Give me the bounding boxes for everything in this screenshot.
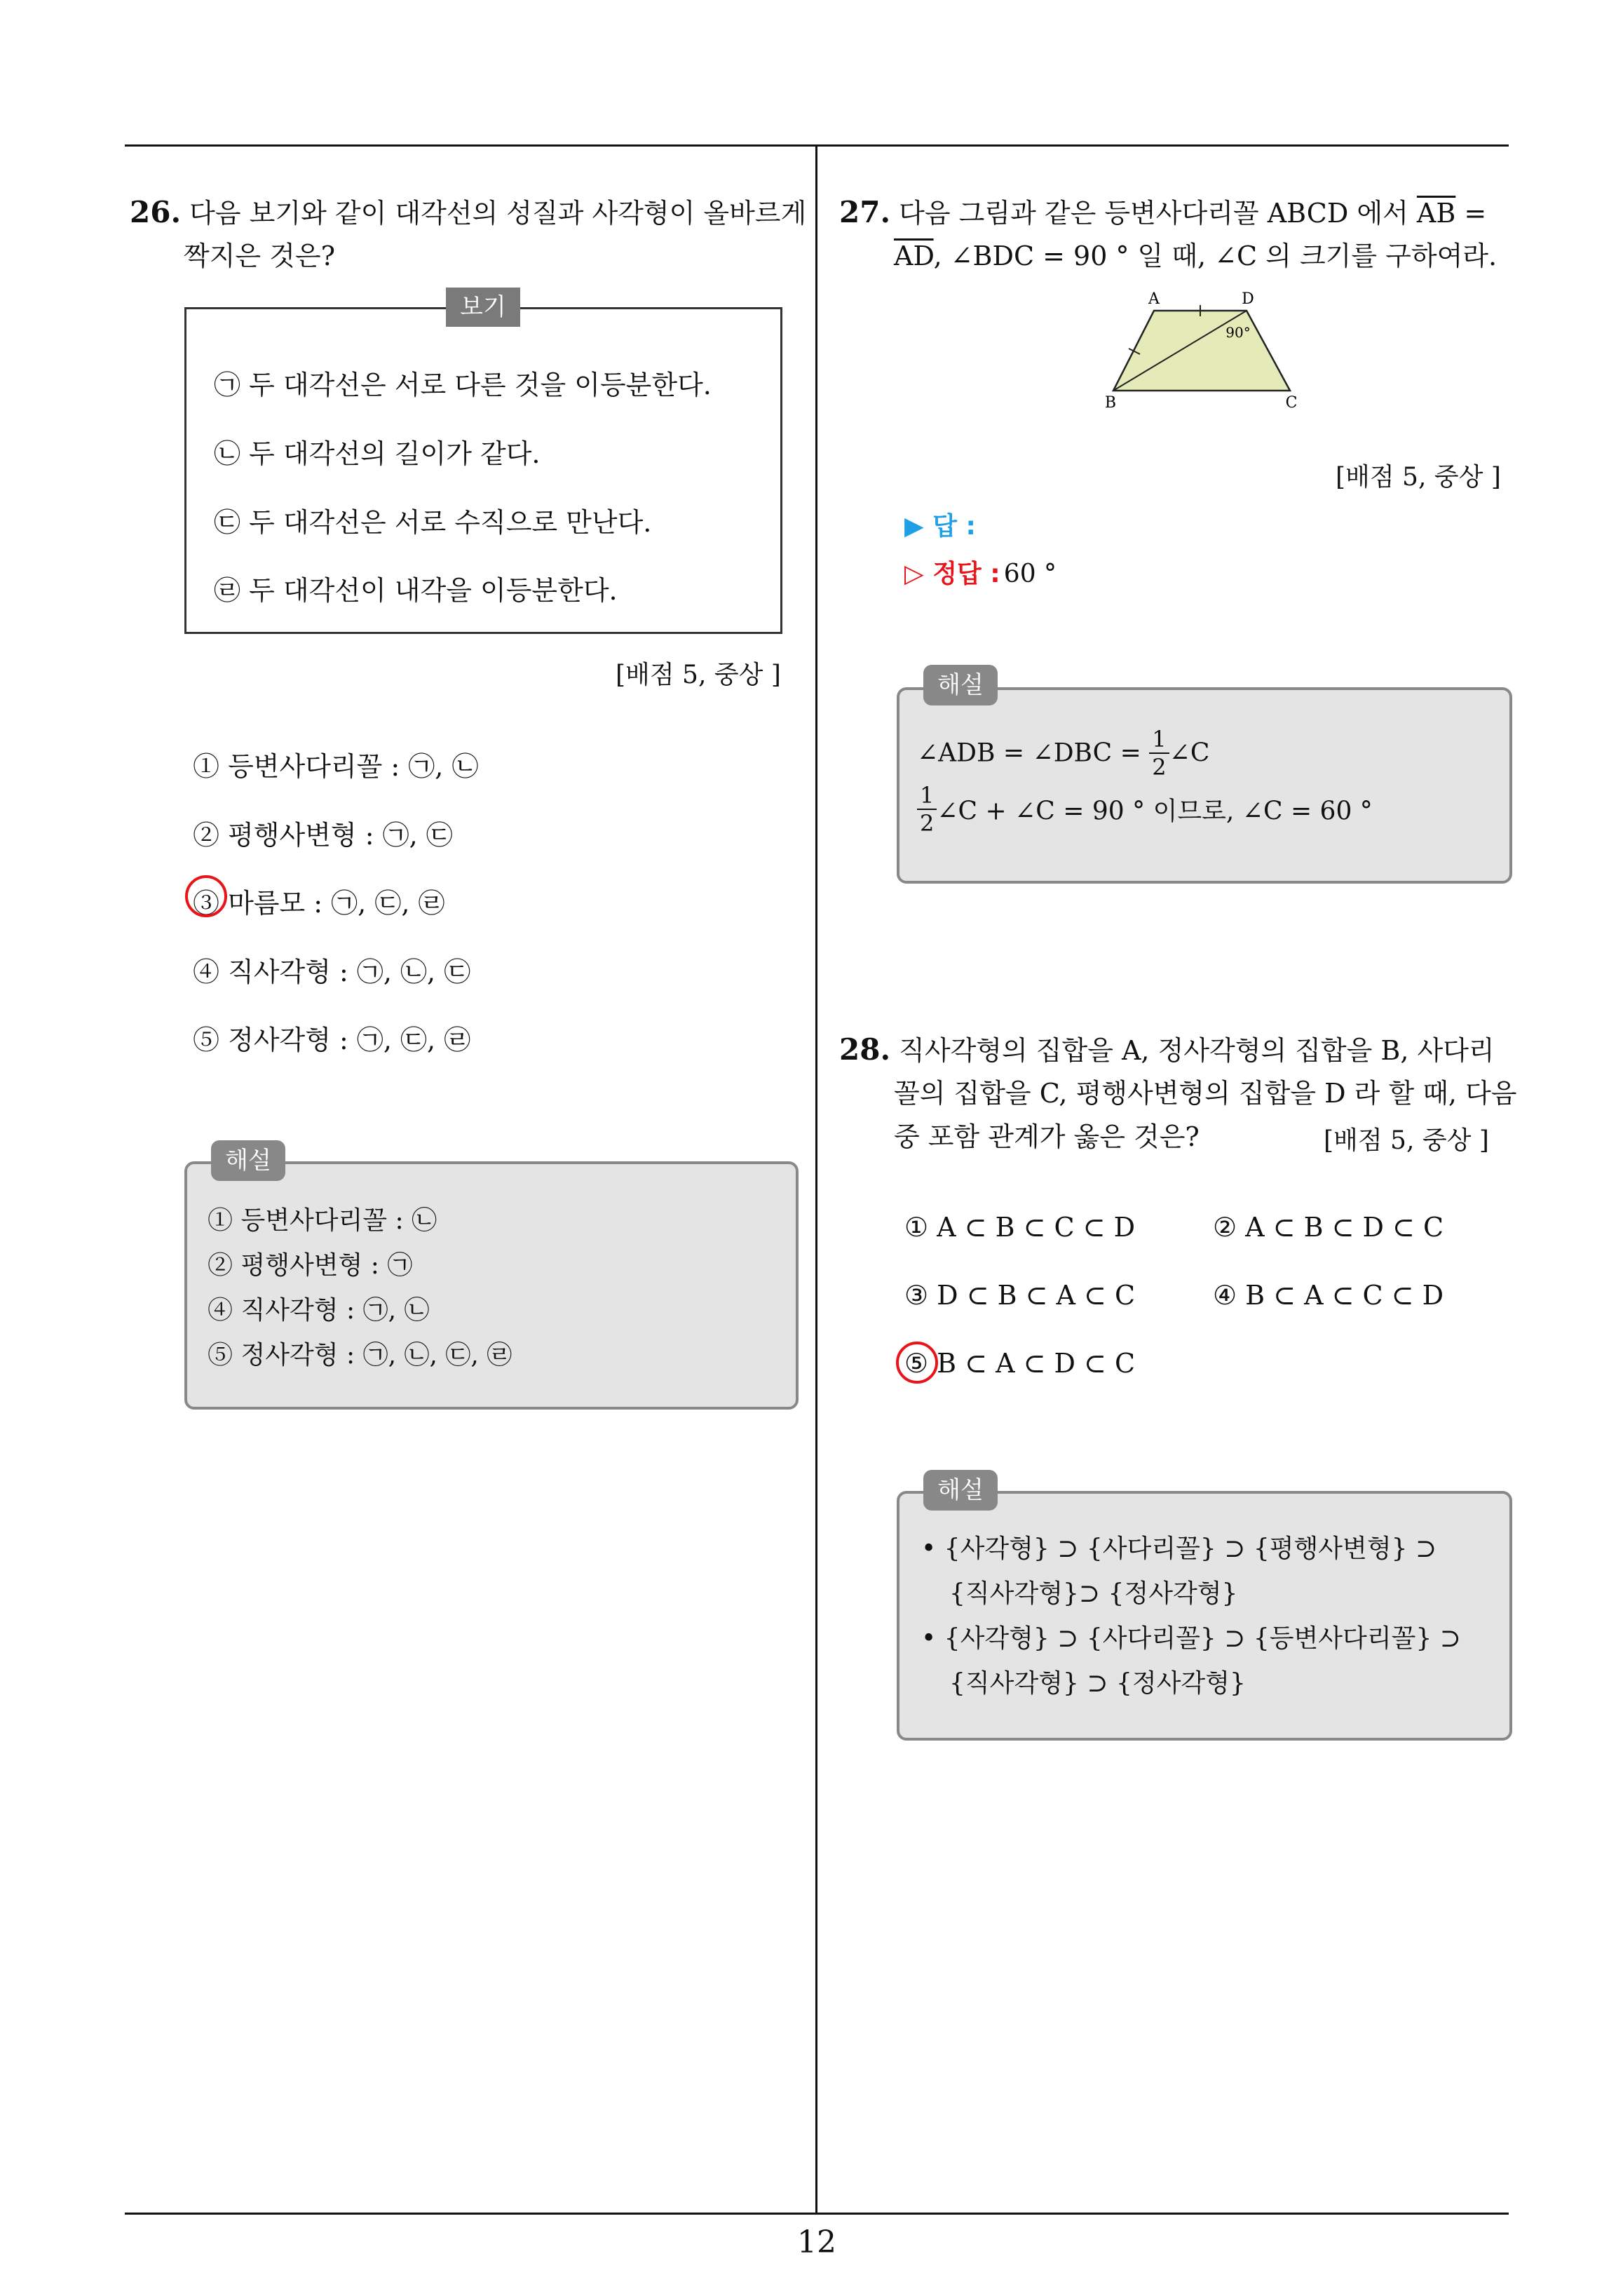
frac-den: 2 [1152,754,1167,781]
q27-haesul-label: 해설 [923,665,998,705]
frac-num: 1 [1149,726,1169,754]
q27-text-line2: , ∠BDC = 90 ° 일 때, ∠C 의 크기를 구하여라. [933,241,1498,271]
q26-haesul-line-1: ① 등변사다리꼴 : ㉡ [208,1206,437,1235]
q26-choice-5[interactable]: ⑤ 정사각형 : ㉠, ㉢, ㉣ [193,1025,471,1055]
q27-score: [배점 5, 중상 ] [1336,463,1501,492]
bottom-rule [125,2213,1509,2215]
label-a: A [1148,291,1160,308]
q28-choice-3[interactable]: ③ D ⊂ B ⊂ A ⊂ C [904,1280,1136,1311]
q26-haesul-line-2: ② 평행사변형 : ㉠ [208,1251,413,1280]
q26-choice-2[interactable]: ② 평행사변형 : ㉠, ㉢ [193,820,453,851]
q27-correct-row [904,554,1057,590]
q28-score: [배점 5, 중상 ] [1324,1126,1489,1155]
q27-fraction-1 [1149,726,1169,781]
q27-stem-line2 [894,234,1497,278]
q27-answer-label: ▶ 답 : [904,512,976,541]
q28-choice-5[interactable]: ⑤ B ⊂ A ⊂ D ⊂ C [904,1348,1136,1379]
q27-haesul-line1-b: ∠C [1169,738,1210,768]
q27-correct-label: ▷ 정답 : [904,560,1000,588]
q27-haesul-line-1 [917,726,1209,781]
bogi-item-1: ㉠ 두 대각선은 서로 다른 것을 이등분한다. [214,370,712,400]
q28-number: 28. [839,1032,891,1067]
label-c: C [1285,394,1298,412]
q26-choice-3[interactable]: ③ 마름모 : ㉠, ㉢, ㉣ [193,888,445,919]
q28-haesul-line-3: • {사각형} ⊃ {사다리꼴} ⊃ {등변사다리꼴} ⊃ [921,1624,1461,1653]
q27-equals: = [1464,198,1487,229]
q27-segment-ad: $\overline{AD}$ [894,241,934,271]
q27-haesul-line1-a: ∠ADB = ∠DBC = [917,738,1141,768]
trapezoid-shape [1113,311,1290,391]
bogi-item-4: ㉣ 두 대각선이 내각을 이등분한다. [214,575,618,606]
q28-choice-2[interactable]: ② A ⊂ B ⊂ D ⊂ C [1213,1212,1444,1243]
q26-haesul-box [184,1161,799,1410]
q28-text-line3: 중 포함 관계가 옳은 것은? [894,1121,1200,1152]
q28-stem-line1 [839,1028,1495,1072]
bogi-item-3: ㉢ 두 대각선은 서로 수직으로 만난다. [214,507,652,538]
q26-text-line2: 짝지은 것은? [184,241,335,271]
q27-haesul-line2-b: ∠C + ∠C = 90 ° 이므로, ∠C = 60 ° [937,797,1373,826]
bogi-item-2: ㉡ 두 대각선의 길이가 같다. [214,438,541,469]
q26-selected-circle [185,875,227,917]
q27-haesul-line-2 [917,782,1373,837]
q26-number: 26. [130,195,182,229]
q28-selected-circle [896,1342,938,1384]
column-divider [815,144,817,2213]
q28-text-line1: 직사각형의 집합을 A, 정사각형의 집합을 B, 사다리 [899,1035,1495,1066]
label-d: D [1242,291,1254,308]
q26-haesul-line-3: ④ 직사각형 : ㉠, ㉡ [208,1296,430,1325]
q26-choice-1[interactable]: ① 등변사다리꼴 : ㉠, ㉡ [193,751,479,782]
q28-haesul-line-2: {직사각형}⊃ {정사각형} [949,1579,1238,1608]
q28-haesul-line-1: • {사각형} ⊃ {사다리꼴} ⊃ {평행사변형} ⊃ [921,1534,1437,1563]
frac-num: 1 [917,782,937,810]
q28-haesul-line-4: {직사각형} ⊃ {정사각형} [949,1669,1246,1698]
q28-choice-1[interactable]: ① A ⊂ B ⊂ C ⊂ D [904,1212,1136,1243]
q28-haesul-label: 해설 [923,1470,998,1511]
q26-choice-4[interactable]: ④ 직사각형 : ㉠, ㉡, ㉢ [193,957,471,987]
trapezoid-figure [1101,291,1311,417]
q26-haesul-label: 해설 [211,1140,285,1181]
label-b: B [1104,394,1117,412]
label-angle-90: 90° [1225,324,1251,341]
q28-text-line2: 꼴의 집합을 C, 평행사변형의 집합을 D 라 할 때, 다음 [894,1078,1517,1109]
q26-score: [배점 5, 중상 ] [616,661,781,689]
q26-text-line1: 다음 보기와 같이 대각선의 성질과 사각형이 올바르게 [189,198,807,229]
q27-correct-value: 60 ° [1003,560,1057,588]
q27-text-line1: 다음 그림과 같은 등변사다리꼴 ABCD 에서 [899,198,1408,229]
q28-choice-4[interactable]: ④ B ⊂ A ⊂ C ⊂ D [1213,1280,1444,1311]
frac-den: 2 [920,810,935,837]
q26-haesul-line-4: ⑤ 정사각형 : ㉠, ㉡, ㉢, ㉣ [208,1341,512,1370]
q27-segment-ab: $\overline{AB}$ [1416,198,1456,229]
page-number: 12 [797,2224,836,2260]
q26-stem-line1 [130,191,806,235]
q27-stem-line1 [839,191,1486,235]
q27-fraction-2 [917,782,937,837]
q27-number: 27. [839,195,891,229]
bogi-label: 보기 [446,288,520,327]
